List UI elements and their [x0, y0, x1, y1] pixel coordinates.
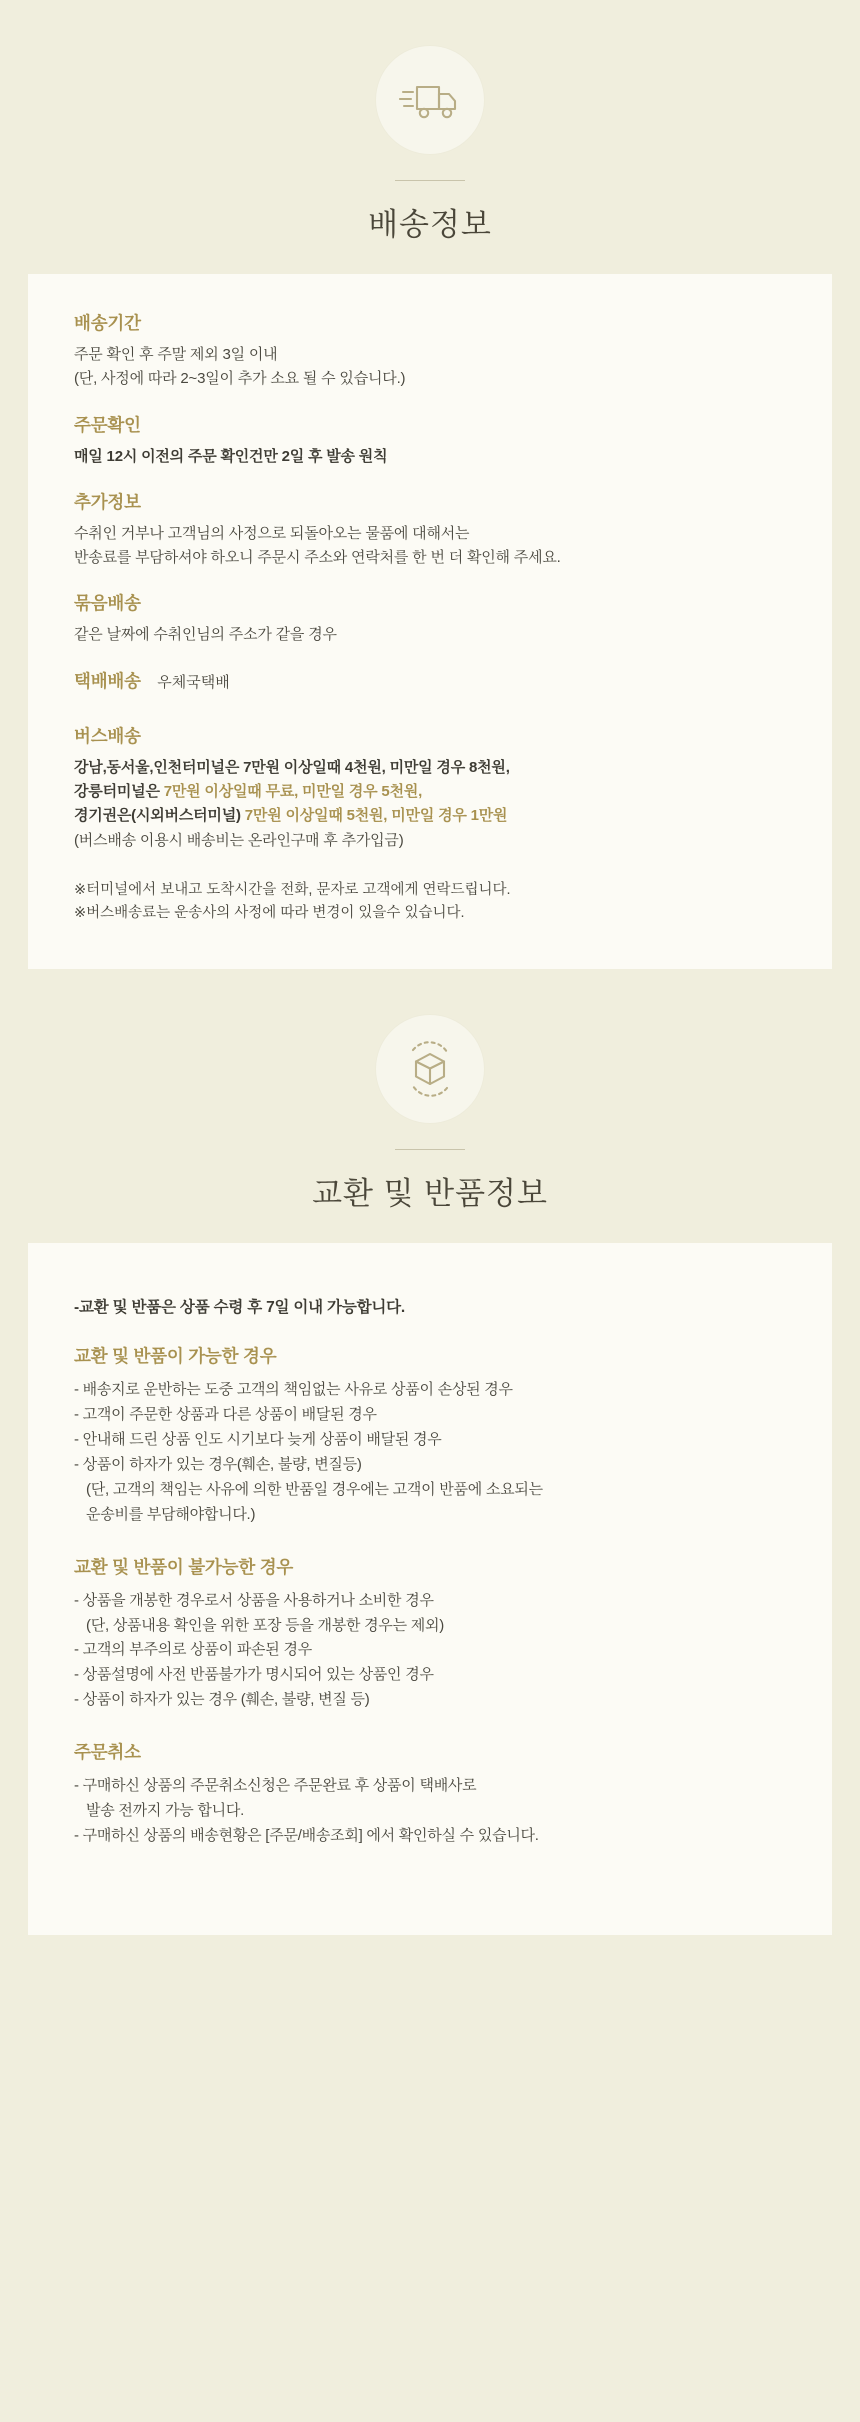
return-blocks	[74, 1343, 786, 1848]
list-item: - 상품이 하자가 있는 경우 (훼손, 불량, 변질 등)	[74, 1691, 370, 1709]
bus-fare-value: 7만원 이상일때 4천원, 미만일 경우 8천원,	[243, 758, 510, 776]
group-title: 배송기간	[74, 313, 141, 333]
group-delivery-period	[74, 310, 786, 392]
header-divider	[395, 1149, 465, 1150]
group-title: 버스배송	[74, 725, 141, 746]
list-item: - 상품설명에 사전 반품불가가 명시되어 있는 상품인 경우	[74, 1666, 434, 1684]
bus-terminal-label: 강릉터미널은	[74, 783, 160, 801]
group-title: 추가정보	[74, 491, 141, 512]
group-line: 매일 12시 이전의 주문 확인건만 2일 후 발송 원칙	[74, 447, 388, 465]
group-line: (단, 사정에 따라 2~3일이 추가 소요 될 수 있습니다.)	[74, 370, 406, 388]
exchange-box-icon	[376, 1015, 484, 1123]
group-title: 택배배송	[74, 670, 141, 691]
bus-fare-value: 7만원 이상일때 5천원, 미만일 경우 1만원	[244, 807, 508, 825]
list-item: (단, 상품내용 확인을 위한 포장 등을 개봉한 경우는 제외)	[86, 1616, 445, 1634]
bus-fare-row	[74, 804, 786, 828]
list-item: - 고객이 주문한 상품과 다른 상품이 배달된 경우	[74, 1406, 377, 1424]
parcel-carrier-value: 우체국택배	[157, 673, 230, 691]
list-item: 발송 전까지 가능 합니다.	[86, 1802, 245, 1820]
delivery-note: ※터미널에서 보내고 도착시간을 전화, 문자로 고객에게 연락드립니다.	[74, 881, 511, 898]
return-section-header	[0, 969, 860, 1243]
bullet-list	[74, 1589, 786, 1713]
list-item: - 안내해 드린 상품 인도 시기보다 늦게 상품이 배달된 경우	[74, 1431, 442, 1449]
group-line: 주문 확인 후 주말 제외 3일 이내	[74, 346, 278, 363]
bullet-list	[74, 1774, 786, 1849]
list-item: - 배송지로 운반하는 도중 고객의 책임없는 사유로 상품이 손상된 경우	[74, 1381, 513, 1399]
group-order-confirm	[74, 412, 786, 469]
header-divider	[395, 180, 465, 181]
group-additional-info	[74, 489, 786, 571]
list-item: (단, 고객의 책임는 사유에 의한 반품일 경우에는 고객이 반품에 소요되는	[86, 1480, 543, 1498]
list-item: - 구매하신 상품의 배송현황은 [주문/배송조회] 에서 확인하실 수 있습니다.	[74, 1826, 539, 1844]
bus-fare-row	[74, 756, 786, 780]
block-title: 주문취소	[74, 1742, 141, 1763]
block-exchange-possible	[74, 1343, 786, 1527]
group-bus-delivery	[74, 723, 786, 853]
delivery-section-header	[0, 0, 860, 274]
page-title-delivery: 배송정보	[368, 207, 492, 242]
bullet-list	[74, 1378, 786, 1527]
group-line: 반송료를 부담하셔야 하오니 주문시 주소와 연락처를 한 번 더 확인해 주세요.	[74, 549, 561, 567]
group-bundle-delivery	[74, 590, 786, 647]
group-title: 주문확인	[74, 414, 141, 435]
block-title: 교환 및 반품이 불가능한 경우	[74, 1556, 294, 1577]
bus-fare-tail: (버스배송 이용시 배송비는 온라인구매 후 추가입금)	[74, 831, 404, 849]
group-title: 묶음배송	[74, 593, 141, 614]
block-exchange-impossible	[74, 1554, 786, 1713]
list-item: 운송비를 부담해야합니다.)	[86, 1505, 256, 1523]
bus-fare-row	[74, 780, 786, 804]
return-info-card	[28, 1243, 832, 1934]
delivery-info-card	[28, 274, 832, 969]
group-line: 같은 날짜에 수취인님의 주소가 같을 경우	[74, 626, 337, 644]
delivery-notes	[74, 879, 786, 925]
return-lead-text: -교환 및 반품은 상품 수령 후 7일 이내 가능합니다.	[74, 1299, 406, 1317]
list-item: - 상품이 하자가 있는 경우(훼손, 불량, 변질등)	[74, 1456, 362, 1474]
bus-terminal-label: 강남,동서울,인천터미널은	[74, 758, 240, 776]
block-title: 교환 및 반품이 가능한 경우	[74, 1346, 277, 1367]
delivery-note: ※버스배송료는 운송사의 사정에 따라 변경이 있을수 있습니다.	[74, 905, 465, 922]
list-item: - 고객의 부주의로 상품이 파손된 경우	[74, 1641, 312, 1659]
delivery-truck-icon	[376, 46, 484, 154]
group-line: 수취인 거부나 고객님의 사정으로 되돌아오는 물품에 대해서는	[74, 524, 470, 542]
list-item: - 상품을 개봉한 경우로서 상품을 사용하거나 소비한 경우	[74, 1591, 434, 1609]
bus-terminal-label: 경기권은(시외버스터미널)	[74, 807, 241, 825]
list-item: - 구매하신 상품의 주문취소신청은 주문완료 후 상품이 택배사로	[74, 1777, 477, 1795]
group-parcel-delivery	[74, 668, 786, 693]
block-order-cancel	[74, 1739, 786, 1849]
page-title-return: 교환 및 반품정보	[312, 1176, 548, 1212]
bus-fare-value: 7만원 이상일때 무료, 미만일 경우 5천원,	[163, 783, 423, 801]
